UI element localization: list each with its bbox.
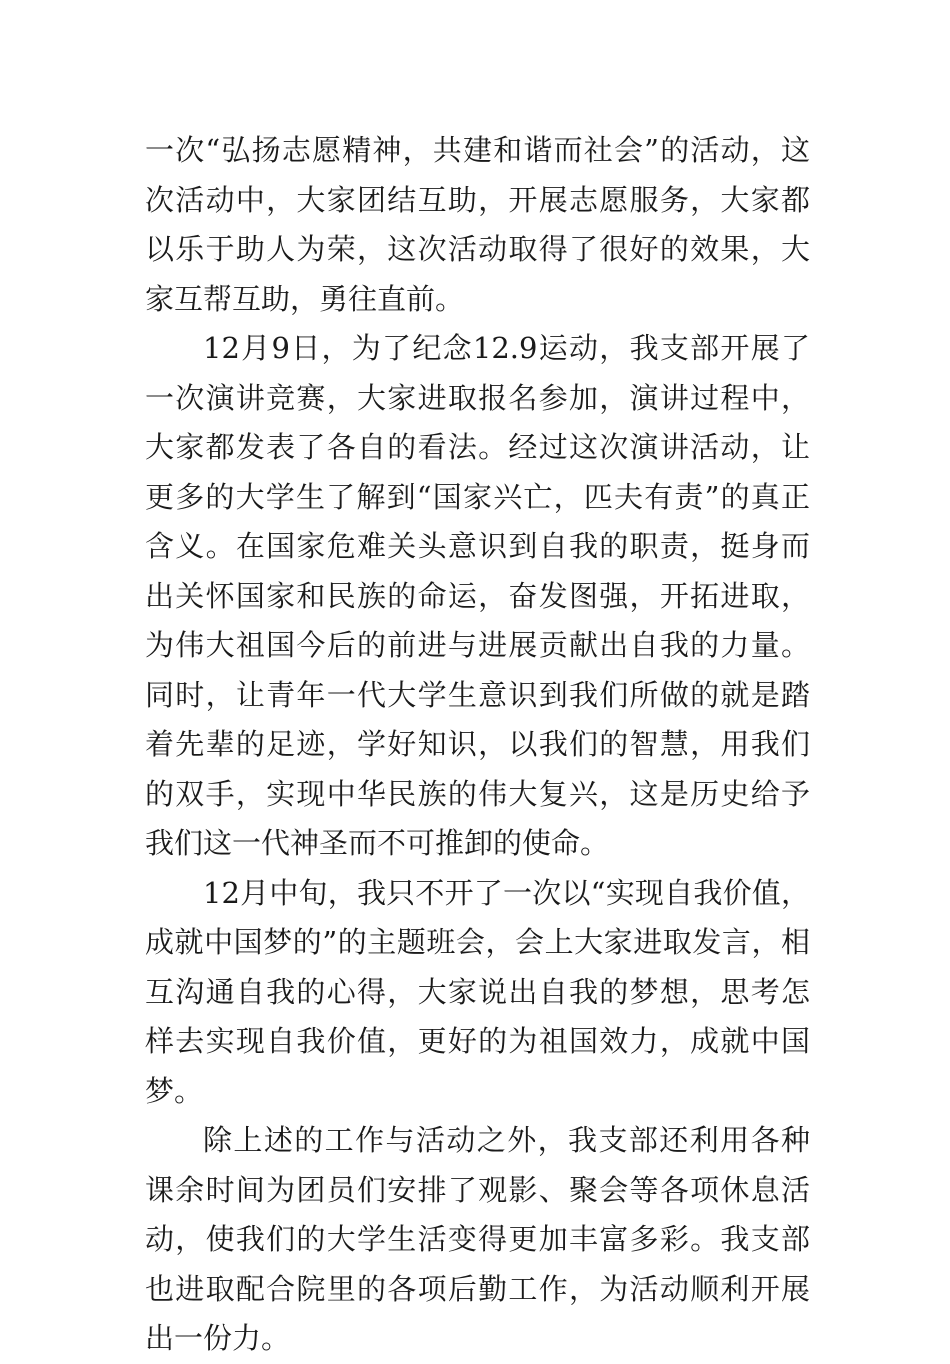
paragraph-other-activities: 除上述的工作与活动之外，我支部还利用各种课余时间为团员们安排了观影、聚会等各项休息活动，使我们的大学生活变得更加丰富多彩。我支部也进取配合院里的各项后勤工作，为活动顺利开展出一份力。	[145, 1123, 810, 1355]
paragraph-class-meeting: 12月中旬，我只不开了一次以“实现自我价值，成就中国梦的”的主题班会，会上大家进取发言，相互沟通自我的心得，大家说出自我的梦想，思考怎样去实现自我价值，更好的为祖国效力，成就中国梦。	[145, 875, 810, 1108]
document-body	[145, 126, 810, 1364]
paragraph-speech-contest: 12月9日，为了纪念12.9运动，我支部开展了一次演讲竞赛，大家进取报名参加，演讲过程中，大家都发表了各自的看法。经过这次演讲活动，让更多的大学生了解到“国家兴亡，匹夫有责”的真正含义。在国家危难关头意识到自我的职责，挺身而出关怀国家和民族的命运，奋发图强，开拓进取，为伟大祖国今后的前进与进展贡献出自我的力量。同时，让青年一代大学生意识到我们所做的就是踏着先辈的足迹，学好知识，以我们的智慧，用我们的双手，实现中华民族的伟大复兴，这是历史给予我们这一代神圣而不可推卸的使命。	[145, 331, 810, 860]
paragraph-continuation: 一次“弘扬志愿精神，共建和谐而社会”的活动，这次活动中，大家团结互助，开展志愿服务，大家都以乐于助人为荣，这次活动取得了很好的效果，大家互帮互助，勇往直前。	[145, 133, 810, 316]
